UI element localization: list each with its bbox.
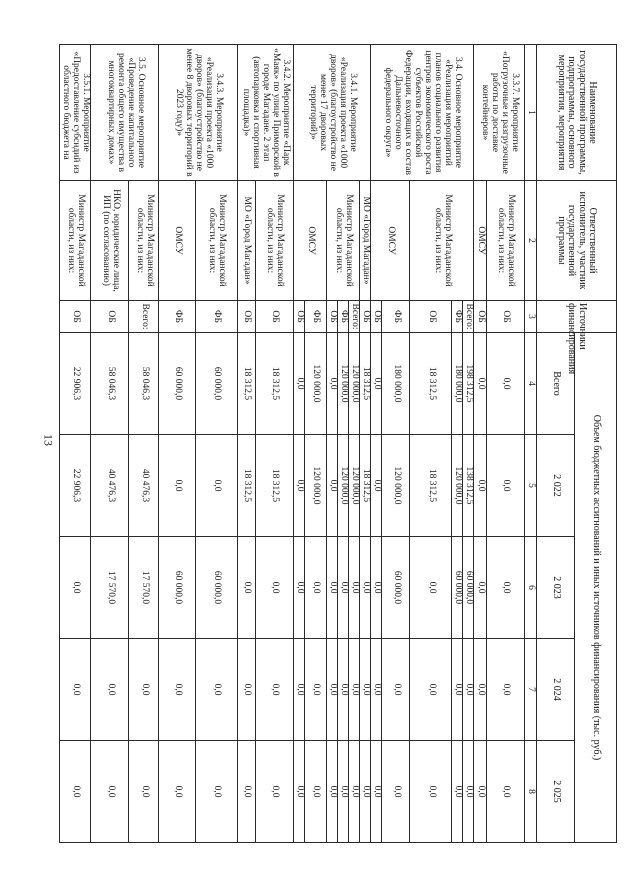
value: 138 312,5: [463, 435, 474, 537]
program-name: 3.5.1. Мероприятие «Предоставление субсидий из областного бюджета на: [60, 45, 91, 181]
value: 120 000,0: [304, 333, 326, 435]
value: 0,0: [338, 639, 349, 741]
value: 0,0: [129, 741, 159, 843]
value: 0,0: [371, 639, 382, 741]
source: ФБ: [195, 301, 237, 333]
source: ФБ: [382, 301, 410, 333]
value: 0,0: [327, 537, 338, 639]
source: ФБ: [304, 301, 326, 333]
value: 60 000,0: [452, 537, 463, 639]
value: 0,0: [327, 435, 338, 537]
source: ОБ: [371, 301, 382, 333]
responsible: Министр Магаданской области, из них:: [327, 181, 360, 301]
value: 0,0: [91, 741, 129, 843]
col-number: 1: [524, 45, 536, 181]
page-number: 13: [41, 434, 56, 446]
source: ОБ: [293, 301, 304, 333]
value: 0,0: [60, 741, 91, 843]
value: 17 570,0: [129, 537, 159, 639]
value: 0,0: [159, 639, 195, 741]
program-name: 3.3.7. Мероприятие «Погрузочные и разгрузочные работы по доставке контейнеров»: [474, 45, 524, 181]
source: ОБ: [91, 301, 129, 333]
responsible: Министр Магаданской области, из них:: [255, 181, 293, 301]
value: 60 000,0: [382, 537, 410, 639]
value: 18 312,5: [410, 435, 452, 537]
program-name: 3.4. Основное мероприятие «Реализация мероприятий планов социального развития центров экономического роста субъектов Российской Федерации, входящих в состав Дальневосточного федерального округа»: [371, 45, 474, 181]
responsible: ОМСУ: [159, 181, 195, 301]
responsible: МО «Город Магадан»: [237, 181, 255, 301]
value: 120 000,0: [349, 435, 360, 537]
value: 0,0: [474, 435, 486, 537]
value: 22 906,3: [60, 333, 91, 435]
value: 58 046,3: [91, 333, 129, 435]
value: 0,0: [195, 639, 237, 741]
source: ОБ: [474, 301, 486, 333]
col-number: 6: [524, 537, 536, 639]
value: 22 906,3: [60, 435, 91, 537]
table-row: [129, 45, 159, 843]
value: 0,0: [360, 639, 371, 741]
value: 120 000,0: [452, 435, 463, 537]
header-year-2025: 2 025: [536, 741, 574, 843]
value: 0,0: [410, 537, 452, 639]
header-total: Всего: [536, 333, 574, 435]
table-row: [360, 45, 371, 843]
value: 0,0: [463, 741, 474, 843]
header-year-2022: 2 022: [536, 435, 574, 537]
column-numbers-row: [524, 45, 536, 843]
value: 0,0: [349, 741, 360, 843]
value: 0,0: [382, 741, 410, 843]
value: 0,0: [255, 741, 293, 843]
value: 0,0: [452, 741, 463, 843]
responsible: ОМСУ: [371, 181, 410, 301]
value: 0,0: [293, 333, 304, 435]
value: 0,0: [371, 537, 382, 639]
value: 0,0: [410, 639, 452, 741]
value: 0,0: [237, 639, 255, 741]
source: ФБ: [452, 301, 463, 333]
value: 0,0: [338, 537, 349, 639]
value: 0,0: [486, 435, 524, 537]
value: 0,0: [474, 741, 486, 843]
value: 18 312,5: [360, 333, 371, 435]
value: 120 000,0: [338, 435, 349, 537]
value: 0,0: [255, 639, 293, 741]
source: ОБ: [237, 301, 255, 333]
col-number: 5: [524, 435, 536, 537]
header-row-1: [574, 45, 616, 843]
value: 18 312,5: [255, 333, 293, 435]
value: 0,0: [486, 639, 524, 741]
source: ОБ: [327, 301, 338, 333]
rotated-page: [59, 44, 617, 842]
col-number: 2: [524, 181, 536, 301]
col-number: 3: [524, 301, 536, 333]
value: 0,0: [463, 639, 474, 741]
program-name: 3.5. Основное мероприятие «Проведение капитального ремонта общего имущества в многоквартирных домах»: [91, 45, 159, 181]
source: ОБ: [60, 301, 91, 333]
value: 0,0: [371, 435, 382, 537]
value: 0,0: [293, 435, 304, 537]
header-year-2023: 2 023: [536, 537, 574, 639]
value: 0,0: [327, 333, 338, 435]
header-responsible: Ответственный исполнитель, участник государственной программы: [536, 181, 616, 301]
source: Всего:: [349, 301, 360, 333]
source: Всего:: [463, 301, 474, 333]
value: 0,0: [486, 537, 524, 639]
value: 0,0: [195, 741, 237, 843]
responsible: МО «Город Магадан»: [360, 181, 371, 301]
value: 60 000,0: [463, 537, 474, 639]
header-name: Наименование государственной программы, подпрограммы, основного мероприятия, мероприятия: [536, 45, 616, 181]
value: 0,0: [293, 639, 304, 741]
responsible: НКО, юридические лица, ИП (по согласованию): [91, 181, 129, 301]
value: 0,0: [60, 537, 91, 639]
responsible: ОМСУ: [474, 181, 486, 301]
value: 0,0: [159, 741, 195, 843]
responsible: Министр Магаданской области, из них:: [129, 181, 159, 301]
value: 60 000,0: [195, 537, 237, 639]
value: 0,0: [304, 639, 326, 741]
table-row: [486, 45, 524, 843]
value: 0,0: [237, 537, 255, 639]
value: 0,0: [293, 537, 304, 639]
value: 18 312,5: [360, 435, 371, 537]
value: 120 000,0: [304, 435, 326, 537]
value: 60 000,0: [195, 333, 237, 435]
value: 180 000,0: [452, 333, 463, 435]
source: ОБ: [360, 301, 371, 333]
col-number: 7: [524, 639, 536, 741]
value: 58 046,3: [129, 333, 159, 435]
source: ФБ: [159, 301, 195, 333]
value: 18 312,5: [410, 333, 452, 435]
program-name: 3.4.2. Мероприятие «Парк «Маяк» по улице Приморской в городе Магадане. 2 этап (автопарковка и спортивная площадка)»: [237, 45, 293, 181]
value: 0,0: [129, 639, 159, 741]
value: 0,0: [486, 741, 524, 843]
value: 0,0: [452, 639, 463, 741]
value: 0,0: [371, 741, 382, 843]
value: 18 312,5: [237, 435, 255, 537]
col-number: 4: [524, 333, 536, 435]
source: ОБ: [410, 301, 452, 333]
value: 40 476,3: [129, 435, 159, 537]
value: 0,0: [474, 639, 486, 741]
responsible: Министр Магаданской области, из них:: [410, 181, 474, 301]
value: 0,0: [360, 741, 371, 843]
header-year-2024: 2 024: [536, 639, 574, 741]
value: 0,0: [60, 639, 91, 741]
program-name: 3.4.3. Мероприятие «Реализация проекта «1000 дворов» (благоустройство не менее 8 дворовых территорий в 2023 году)»: [159, 45, 237, 181]
value: 120 000,0: [382, 435, 410, 537]
responsible: ОМСУ: [293, 181, 326, 301]
value: 0,0: [195, 435, 237, 537]
source: ОБ: [486, 301, 524, 333]
responsible: Министр Магаданской области, из них:: [486, 181, 524, 301]
table-row: [463, 45, 474, 843]
value: 180 000,0: [382, 333, 410, 435]
value: 0,0: [474, 537, 486, 639]
program-name: 3.4.1. Мероприятие «Реализация проекта «1000 дворов» (благоустройство не менее 17 дворовых территорий)»: [293, 45, 370, 181]
value: 18 312,5: [237, 333, 255, 435]
value: 0,0: [338, 741, 349, 843]
value: 40 476,3: [91, 435, 129, 537]
value: 0,0: [304, 741, 326, 843]
value: 0,0: [159, 435, 195, 537]
value: 120 000,0: [349, 333, 360, 435]
value: 0,0: [474, 333, 486, 435]
value: 60 000,0: [159, 333, 195, 435]
value: 0,0: [91, 639, 129, 741]
value: 0,0: [255, 537, 293, 639]
header-funding: Объем бюджетных ассигнований и иных источников финансирования (тыс. руб.): [574, 333, 616, 843]
value: 0,0: [410, 741, 452, 843]
value: 0,0: [293, 741, 304, 843]
responsible: Министр Магаданской области, из них:: [60, 181, 91, 301]
value: 0,0: [371, 333, 382, 435]
value: 0,0: [360, 537, 371, 639]
table-row: [195, 45, 237, 843]
funding-table: [59, 44, 617, 843]
value: 0,0: [486, 333, 524, 435]
source: ФБ: [338, 301, 349, 333]
value: 17 570,0: [91, 537, 129, 639]
source: ОБ: [255, 301, 293, 333]
col-number: 8: [524, 741, 536, 843]
value: 0,0: [349, 537, 360, 639]
header-source: Источники финансирования: [536, 301, 616, 333]
value: 198 312,5: [463, 333, 474, 435]
value: 0,0: [349, 639, 360, 741]
table-row: [60, 45, 91, 843]
responsible: Министр Магаданской области, из них:: [195, 181, 237, 301]
value: 0,0: [327, 741, 338, 843]
value: 60 000,0: [159, 537, 195, 639]
value: 18 312,5: [255, 435, 293, 537]
source: Всего:: [129, 301, 159, 333]
table-row: [255, 45, 293, 843]
value: 120 000,0: [338, 333, 349, 435]
value: 0,0: [327, 639, 338, 741]
value: 0,0: [382, 639, 410, 741]
value: 0,0: [237, 741, 255, 843]
value: 0,0: [304, 537, 326, 639]
